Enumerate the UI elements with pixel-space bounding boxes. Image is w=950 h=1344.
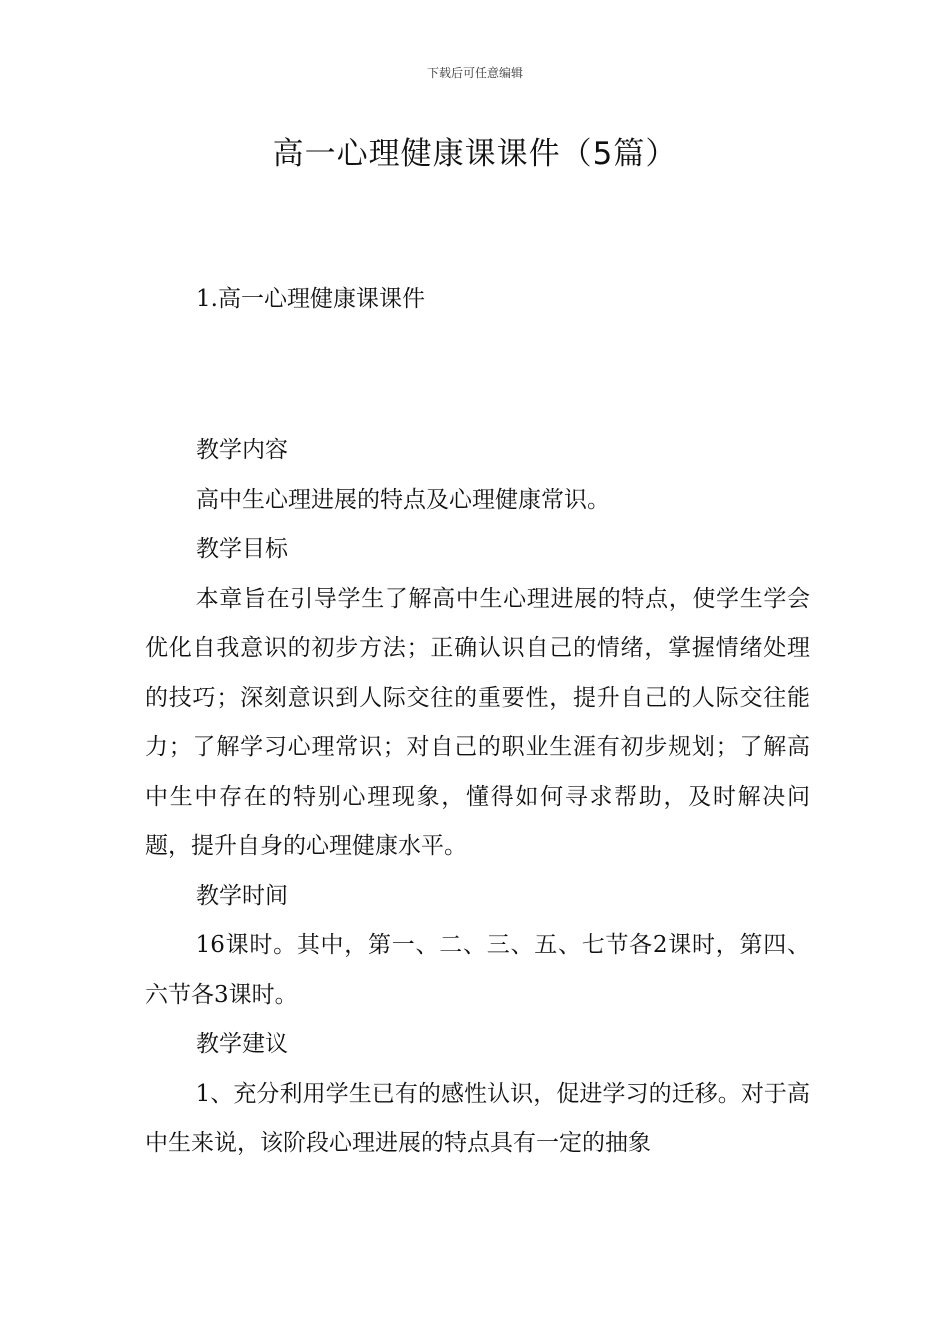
teaching-suggestions-label: 教学建议	[196, 1031, 288, 1057]
section-heading: 1.高一心理健康课课件	[196, 286, 425, 312]
teaching-goals-paragraph: 本章旨在引导学生了解高中生心理进展的特点，使学生学会优化自我意识的初步方法；正确认识自己的情绪，掌握情绪处理的技巧；深刻意识到人际交往的重要性，提升自己的人际交往能力；了解学习心理常识；对自己的职业生涯有初步规划；了解高中生中存在的特别心理现象，懂得如何寻求帮助，及时解决问题，提升自身的心理健康水平。	[145, 585, 810, 859]
header-note: 下载后可任意编辑	[426, 66, 523, 80]
teaching-content-label: 教学内容	[196, 437, 288, 463]
document-body	[145, 426, 810, 1169]
teaching-time-label: 教学时间	[196, 882, 288, 909]
teaching-time-paragraph: 16课时。其中，第一、二、三、五、七节各2课时，第四、六节各3课时。	[145, 932, 810, 1008]
teaching-goals-label: 教学目标	[196, 536, 288, 562]
teaching-content-text: 高中生心理进展的特点及心理健康常识。	[196, 486, 610, 513]
document-title: 高一心理健康课课件（5篇）	[272, 136, 678, 172]
teaching-suggestions-paragraph: 1、充分利用学生已有的感性认识，促进学习的迁移。对于高中生来说，该阶段心理进展的特点具有一定的抽象	[145, 1080, 810, 1156]
